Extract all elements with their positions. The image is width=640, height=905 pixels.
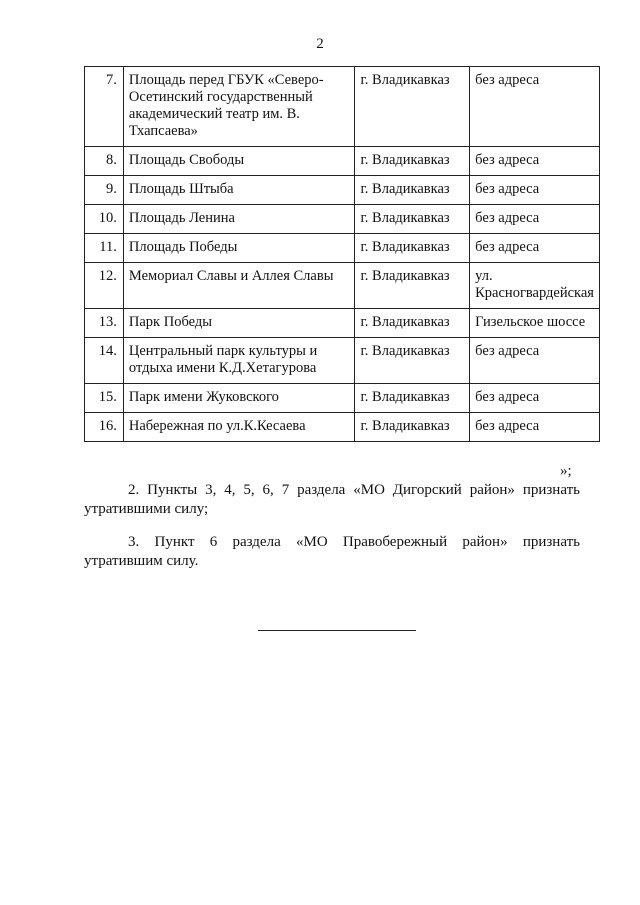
table-body (85, 67, 600, 442)
paragraph-2-line-2: утратившими силу; (84, 501, 209, 517)
table-row (85, 67, 600, 147)
row-number-cell: 8. (85, 147, 124, 176)
signature-line (258, 630, 416, 631)
place-name-cell: Мемориал Славы и Аллея Славы (123, 263, 355, 309)
paragraph-3-line-1: 3. Пункт 6 раздела «МО Правобережный район» признать (128, 534, 580, 550)
address-cell: без адреса (470, 384, 600, 413)
row-number-cell: 13. (85, 309, 124, 338)
row-number-cell: 16. (85, 413, 124, 442)
table-row (85, 176, 600, 205)
places-table (84, 66, 600, 442)
city-name-cell: г. Владикавказ (355, 205, 470, 234)
place-name-cell: Набережная по ул.К.Кесаева (123, 413, 355, 442)
table-row (85, 413, 600, 442)
paragraph-2 (84, 481, 580, 519)
place-name-cell: Площадь Ленина (123, 205, 355, 234)
table-row (85, 384, 600, 413)
address-cell: без адреса (470, 147, 600, 176)
address-cell: без адреса (470, 338, 600, 384)
page-number: 2 (316, 36, 324, 52)
place-name-cell: Центральный парк культуры и отдыха имени К.Д.Хетагурова (123, 338, 355, 384)
table-row (85, 263, 600, 309)
city-name-cell: г. Владикавказ (355, 384, 470, 413)
row-number-cell: 9. (85, 176, 124, 205)
table-row (85, 205, 600, 234)
place-name-cell: Площадь Победы (123, 234, 355, 263)
paragraph-2-line-1: 2. Пункты 3, 4, 5, 6, 7 раздела «МО Дигорский район» признать (128, 482, 580, 498)
paragraph-3 (84, 533, 580, 571)
table-row (85, 338, 600, 384)
city-name-cell: г. Владикавказ (355, 263, 470, 309)
table-row (85, 147, 600, 176)
place-name-cell: Площадь перед ГБУК «Северо-Осетинский государственный академический театр им. В. Тхапсаева» (123, 67, 355, 147)
city-name-cell: г. Владикавказ (355, 338, 470, 384)
row-number-cell: 11. (85, 234, 124, 263)
row-number-cell: 12. (85, 263, 124, 309)
row-number-cell: 10. (85, 205, 124, 234)
address-cell: без адреса (470, 234, 600, 263)
address-cell: без адреса (470, 205, 600, 234)
city-name-cell: г. Владикавказ (355, 309, 470, 338)
place-name-cell: Площадь Штыба (123, 176, 355, 205)
address-cell: без адреса (470, 413, 600, 442)
address-cell: без адреса (470, 176, 600, 205)
place-name-cell: Парк имени Жуковского (123, 384, 355, 413)
city-name-cell: г. Владикавказ (355, 67, 470, 147)
table-row (85, 234, 600, 263)
row-number-cell: 14. (85, 338, 124, 384)
city-name-cell: г. Владикавказ (355, 413, 470, 442)
paragraph-3-line-2: утратившим силу. (84, 553, 199, 569)
table-row (85, 309, 600, 338)
address-cell: без адреса (470, 67, 600, 147)
row-number-cell: 7. (85, 67, 124, 147)
place-name-cell: Площадь Свободы (123, 147, 355, 176)
address-cell: Гизельское шоссе (470, 309, 600, 338)
city-name-cell: г. Владикавказ (355, 176, 470, 205)
row-number-cell: 15. (85, 384, 124, 413)
closing-quote: »; (560, 463, 572, 479)
place-name-cell: Парк Победы (123, 309, 355, 338)
city-name-cell: г. Владикавказ (355, 234, 470, 263)
address-cell: ул. Красногвардейская (470, 263, 600, 309)
city-name-cell: г. Владикавказ (355, 147, 470, 176)
